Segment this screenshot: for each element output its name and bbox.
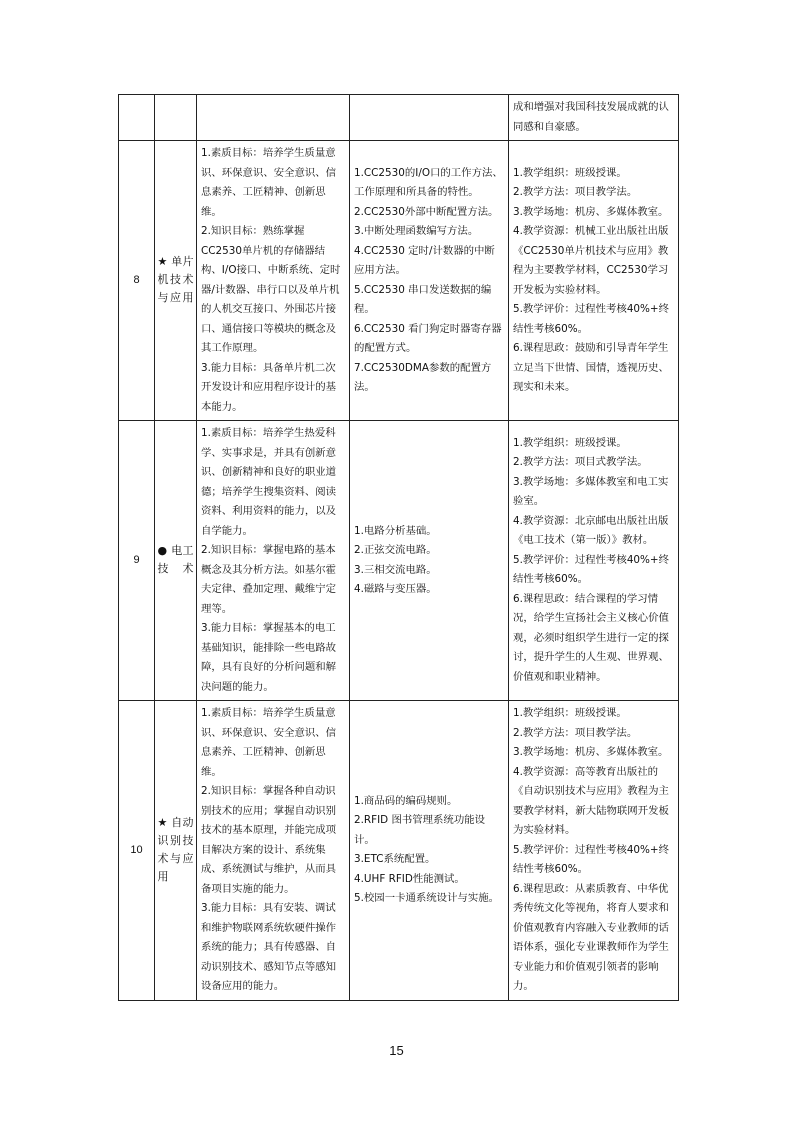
- requirement-item: 5.教学评价：过程性考核40%+终结性考核60%。: [513, 303, 670, 335]
- content-item: 4.UHF RFID性能测试。: [354, 872, 465, 885]
- teaching-requirements-cell: [509, 421, 679, 701]
- requirement-item: 1.教学组织：班级授课。: [513, 436, 627, 449]
- content-item: 3.三相交流电路。: [354, 563, 437, 576]
- requirement-item: 6.课程思政：鼓励和引导青年学生立足当下世情、国情，透视历史、现实和未来。: [513, 342, 669, 393]
- course-name: ★ 自动识别技术与应用: [157, 815, 194, 883]
- requirement-item: 成和增强对我国科技发展成就的认同感和自豪感。: [513, 101, 669, 133]
- content-item: 3.ETC系统配置。: [354, 853, 436, 866]
- requirement-item: 3.教学场地：多媒体教室和电工实验室。: [513, 475, 669, 508]
- content-item: 7.CC2530DMA参数的配置方法。: [354, 361, 492, 393]
- course-goals-cell: [197, 701, 350, 1001]
- course-name: ★ 单片机技术与应用: [157, 254, 194, 304]
- teaching-requirements-cell: [509, 701, 679, 1001]
- content-item: 1.商品码的编码规则。: [354, 794, 458, 807]
- content-item: 2.正弦交流电路。: [354, 544, 437, 556]
- requirement-item: 3.教学场地：机房、多媒体教室。: [513, 205, 669, 218]
- content-item: 6.CC2530 看门狗定时器寄存器的配置方式。: [354, 322, 502, 354]
- course-goals-cell: [197, 141, 350, 421]
- content-item: 4.CC2530 定时/计数器的中断应用方法。: [354, 244, 495, 276]
- content-item: 3.中断处理函数编写方法。: [354, 225, 479, 237]
- requirement-item: 6.课程思政：结合课程的学习情况，给学生宣扬社会主义核心价值观，必须时组织学生进行一定的探讨，提升学生的人生观、世界观、价值观和职业精神。: [513, 592, 669, 683]
- requirement-item: 6.课程思政：从素质教育、中华优秀传统文化等视角，将育人要求和价值观教育内容融入专业教师的话语体系，强化专业课教师作为学生专业能力和价值观引领者的影响力。: [513, 882, 669, 992]
- course-row: [119, 701, 679, 1001]
- content-item: 5.校园一卡通系统设计与实施。: [354, 892, 499, 905]
- requirement-item: 5.教学评价：过程性考核40%+终结性考核60%。: [513, 843, 670, 875]
- course-row: [119, 421, 679, 701]
- content-item: 5.CC2530 串口发送数据的编程。: [354, 283, 492, 315]
- course-name-cell: [155, 421, 197, 701]
- goal-item: 3.能力目标：具备单片机二次开发设计和应用程序设计的基本能力。: [201, 361, 337, 413]
- course-goals-cell: [197, 421, 350, 701]
- goal-item: 1.素质目标：培养学生质量意识、环保意识、安全意识、信息素养、工匠精神、创新思维。: [201, 147, 337, 218]
- course-name-cell: [155, 701, 197, 1001]
- content-item: 2.CC2530外部中断配置方法。: [354, 205, 499, 218]
- page-number: 15: [389, 1043, 404, 1058]
- goal-item: 1.素质目标：培养学生热爱科学、实事求是，并具有创新意识、创新精神和良好的职业道德；培养学生搜集资料、阅读资料、利用资料的能力，以及自学能力。: [201, 427, 337, 537]
- course-name: ● 电工技术: [157, 543, 194, 575]
- goal-item: 3.能力目标：具有安装、调试和维护物联网系统软硬件操作系统的能力；具有传感器、自动识别技术、感知节点等感知设备应用的能力。: [201, 902, 337, 992]
- teaching-requirements-cell: [509, 95, 679, 141]
- course-table: [118, 94, 679, 1001]
- goal-item: 2.知识目标：掌握各种自动识别技术的应用；掌握自动识别技术的基本原理，并能完成项目解决方案的设计、系统集成、系统测试与维护，从而具备项目实施的能力。: [201, 785, 337, 895]
- content-item: 1.电路分析基础。: [354, 524, 437, 537]
- requirement-item: 5.教学评价：过程性考核40%+终结性考核60%。: [513, 553, 670, 586]
- course-name-cell: [155, 141, 197, 421]
- requirement-item: 4.教学资源：北京邮电出版社出版《电工技术（第一版）》教材。: [513, 514, 669, 547]
- goal-item: 1.素质目标：培养学生质量意识、环保意识、安全意识、信息素养、工匠精神、创新思维。: [201, 707, 337, 778]
- content-item: 1.CC2530的I/O口的工作方法、工作原理和所具备的特性。: [354, 166, 503, 198]
- course-row: [119, 141, 679, 421]
- course-content-cell: [350, 141, 509, 421]
- requirement-item: 2.教学方法：项目教学法。: [513, 186, 638, 198]
- content-item: 4.磁路与变压器。: [354, 583, 437, 595]
- requirement-item: 1.教学组织：班级授课。: [513, 707, 627, 719]
- course-number: 9: [119, 421, 155, 701]
- course-content-cell: [350, 95, 509, 141]
- course-table-body: [119, 95, 679, 1001]
- course-goals-cell: [197, 95, 350, 141]
- requirement-item: 4.教学资源：高等教育出版社的《自动识别技术与应用》教程为主要教学材料，新大陆物联网开发板为实验材料。: [513, 765, 669, 836]
- requirement-item: 2.教学方法：项目式教学法。: [513, 456, 648, 469]
- course-name-cell: [155, 95, 197, 141]
- requirement-item: 2.教学方法：项目教学法。: [513, 726, 638, 739]
- course-number: [119, 95, 155, 141]
- course-number: 8: [119, 141, 155, 421]
- course-content-cell: [350, 421, 509, 701]
- course-number: 10: [119, 701, 155, 1001]
- goal-item: 2.知识目标：掌握电路的基本概念及其分析方法。如基尔霍夫定律、叠加定理、戴维宁定理等。: [201, 544, 337, 615]
- requirement-item: 1.教学组织：班级授课。: [513, 166, 627, 179]
- requirement-item: 3.教学场地：机房、多媒体教室。: [513, 746, 669, 758]
- goal-item: 3.能力目标：掌握基本的电工基础知识，能排除一些电路故障，具有良好的分析问题和解决问题的能力。: [201, 622, 337, 693]
- goal-item: 2.知识目标：熟练掌握CC2530单片机的存储器结构、I/O接口、中断系统、定时器/计数器、串行口以及单片机的人机交互接口、外围芯片接口、通信接口等模块的概念及其工作原理。: [201, 225, 341, 354]
- course-content-cell: [350, 701, 509, 1001]
- requirement-item: 4.教学资源：机械工业出版社出版《CC2530单片机技术与应用》教程为主要教学材料，CC2530学习开发板为实验材料。: [513, 225, 669, 296]
- teaching-requirements-cell: [509, 141, 679, 421]
- content-item: 2.RFID 图书管理系统功能设计。: [354, 814, 485, 846]
- course-row: [119, 95, 679, 141]
